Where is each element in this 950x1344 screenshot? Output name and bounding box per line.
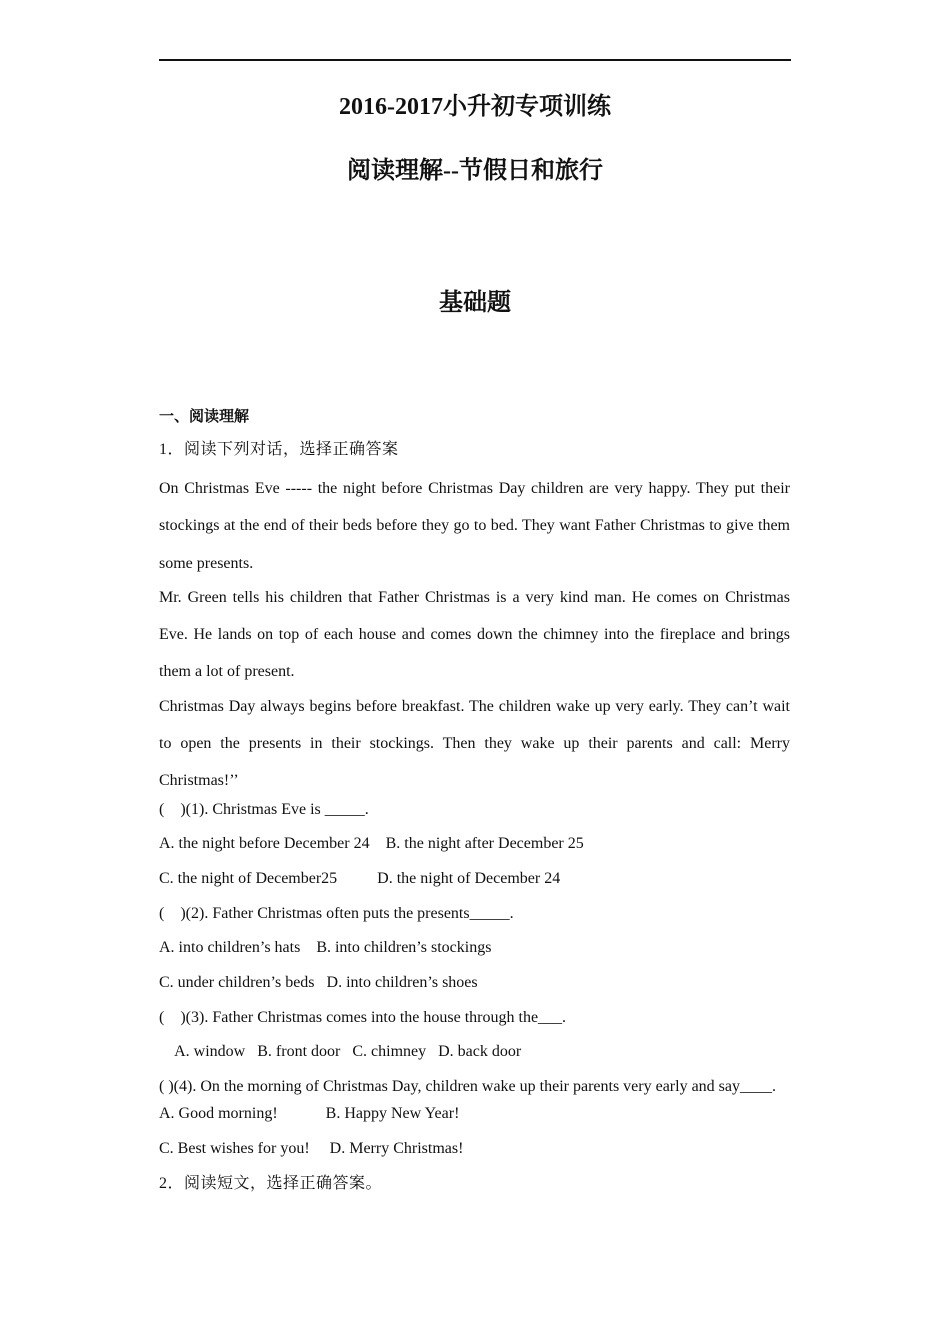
option-d: D. back door	[438, 1043, 522, 1061]
option-a: A. into children’s hats	[159, 939, 301, 957]
sub-question-4-options-row-1	[159, 1102, 790, 1126]
sub-question-3-options	[159, 1040, 790, 1064]
option-c: C. Best wishes for you!	[159, 1140, 310, 1158]
option-d: D. Merry Christmas!	[329, 1140, 464, 1158]
question-1-intro: 1．阅读下列对话，选择正确答案	[159, 441, 399, 458]
sub-question-4-stem: ( )(4). On the morning of Christmas Day, children wake up their parents very early and say____.	[159, 1078, 777, 1096]
option-c: C. the night of December25	[159, 870, 338, 888]
option-c: C. under children’s beds	[159, 974, 315, 992]
option-c: C. chimney	[352, 1043, 427, 1061]
sub-question-1-stem: ( )(1). Christmas Eve is _____.	[159, 800, 369, 818]
header-rule	[159, 59, 791, 61]
document-subtitle: 阅读理解--节假日和旅行	[347, 158, 603, 184]
sub-question-4-options-row-2	[159, 1137, 790, 1161]
option-b: B. the night after December 25	[385, 835, 584, 853]
option-b: B. front door	[257, 1043, 341, 1061]
option-d: D. into children’s shoes	[326, 974, 478, 992]
sub-question-2-options-row-2	[159, 971, 790, 995]
option-b: B. Happy New Year!	[325, 1105, 460, 1123]
passage-paragraph-3: Christmas Day always begins before breakfast. The children wake up very early. They can’t wait to open the presents in their stockings. Then they wake up their parents and call: Merry Christmas!’’	[159, 697, 790, 790]
passage-paragraph-2: Mr. Green tells his children that Father Christmas is a very kind man. He comes on Christmas Eve. He lands on top of each house and comes down the chimney into the fireplace and brings them a lot of present.	[159, 588, 790, 681]
option-a: A. Good morning!	[159, 1105, 278, 1123]
sub-question-2-options-row-1	[159, 936, 790, 960]
option-d: D. the night of December 24	[377, 870, 561, 888]
document-title: 2016-2017小升初专项训练	[339, 94, 611, 120]
passage-paragraph-1: On Christmas Eve ----- the night before Christmas Day children are very happy. They put their stockings at the end of their beds before they go to bed. They want Father Christmas to give them some presents.	[159, 480, 790, 572]
sub-question-1-options-row-1	[159, 832, 790, 856]
option-a: A. the night before December 24	[159, 835, 370, 853]
sub-question-3-stem: ( )(3). Father Christmas comes into the house through the___.	[159, 1008, 567, 1026]
option-a: A. window	[174, 1043, 246, 1061]
section-heading: 一、阅读理解	[159, 407, 250, 425]
option-b: B. into children’s stockings	[316, 939, 492, 957]
sub-question-1-options-row-2	[159, 867, 790, 891]
document-body	[159, 404, 790, 1204]
question-2-intro: 2．阅读短文，选择正确答案。	[159, 1174, 383, 1192]
sub-question-2-stem: ( )(2). Father Christmas often puts the presents_____.	[159, 904, 514, 922]
difficulty-level-heading: 基础题	[439, 290, 511, 316]
